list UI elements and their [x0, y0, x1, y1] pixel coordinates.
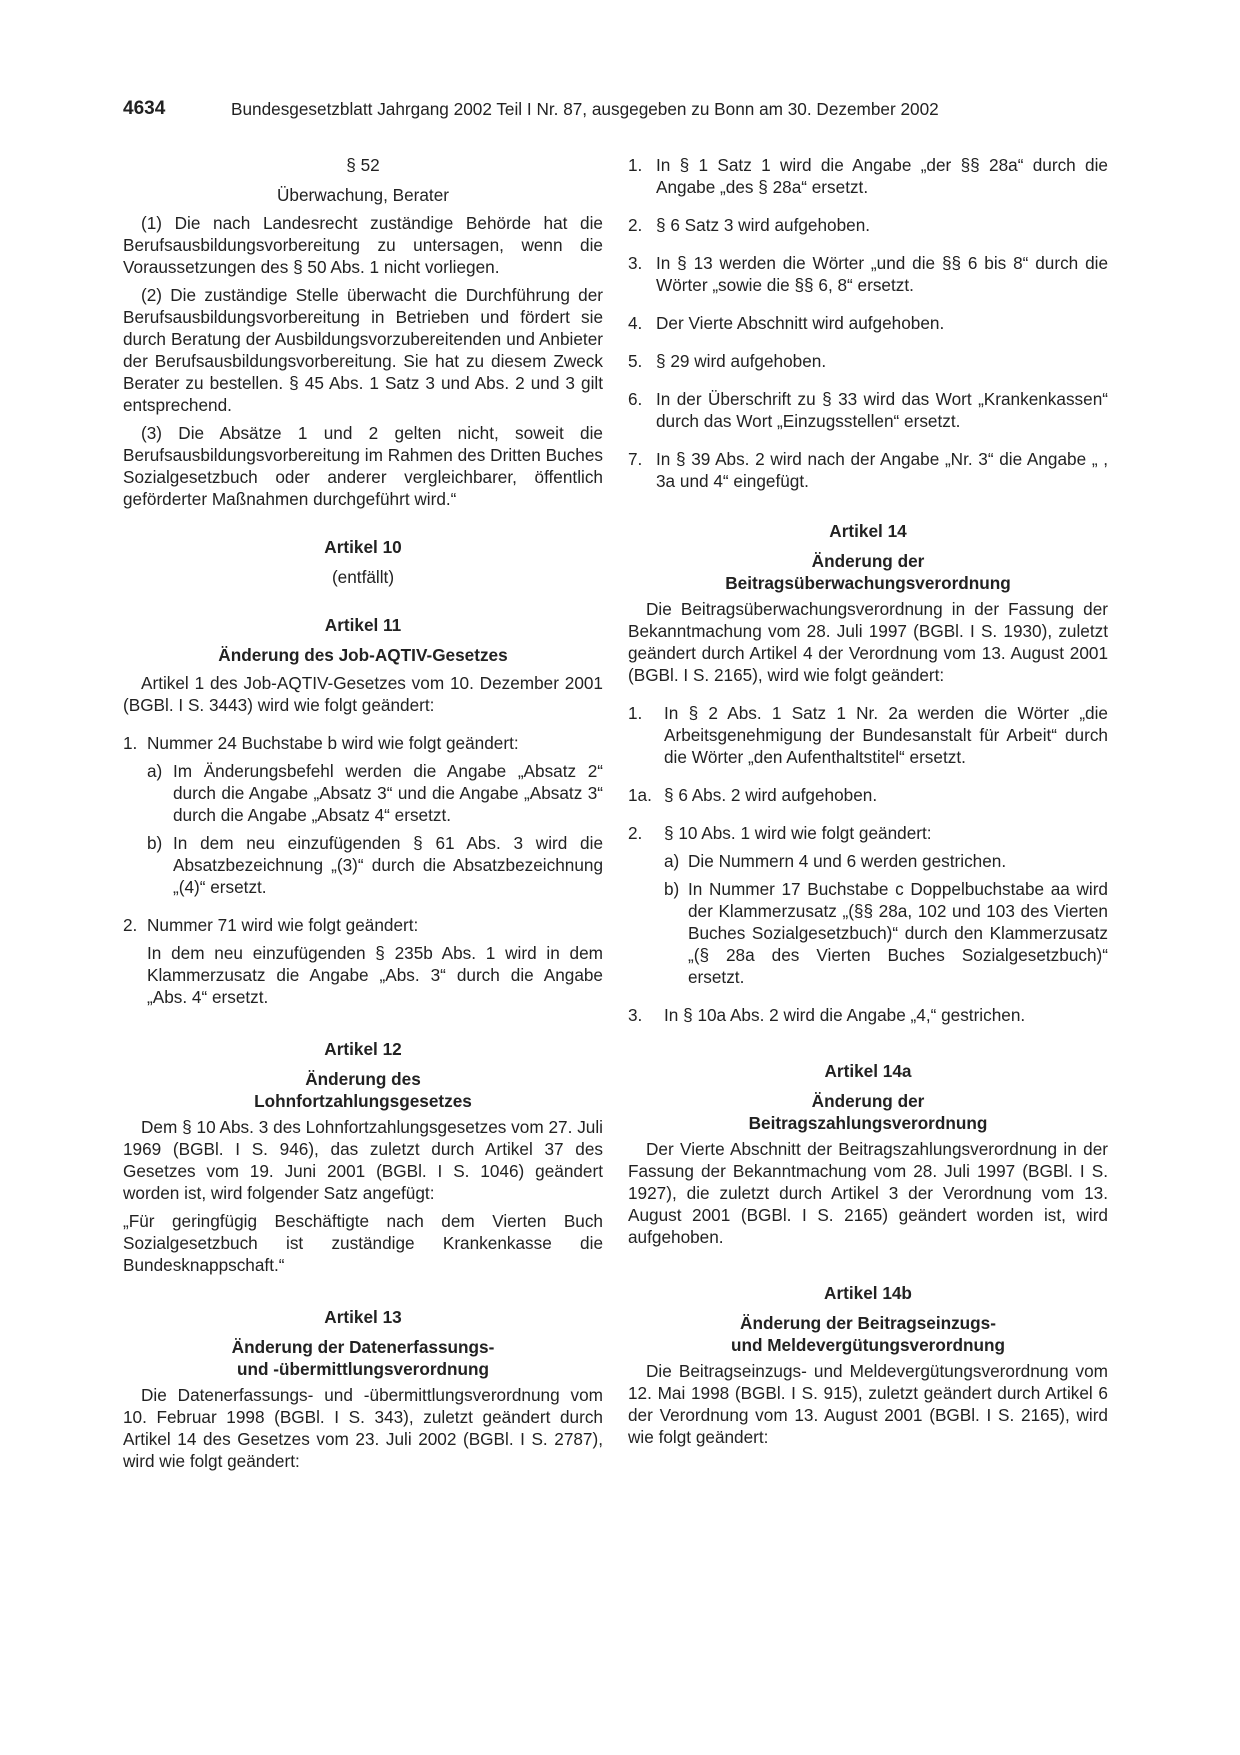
article-title: Artikel 12: [324, 1039, 402, 1059]
header-title: Bundesgesetzblatt Jahrgang 2002 Teil I Nr. 87, ausgegeben zu Bonn am 30. Dezember 2002: [231, 99, 939, 119]
list-letter: b): [664, 879, 680, 899]
paragraph: (3) Die Absätze 1 und 2 gelten nicht, soweit die Berufsausbildungsvorbereitung im Rahmen des Dritten Buches Sozialgesetzbuch oder anderer vergleichbarer, öffentlich geförderter Maßnahmen durchgeführt wird.“: [123, 423, 603, 509]
list-number: 5.: [628, 351, 643, 371]
list-text: § 29 wird aufgehoben.: [656, 351, 827, 371]
article-subtitle: Änderung der Datenerfassungs-: [231, 1337, 495, 1357]
section-heading: § 52: [346, 155, 380, 175]
list-text: In § 39 Abs. 2 wird nach der Angabe „Nr. 3“ die Angabe „ , 3a und 4“ eingefügt.: [656, 449, 1108, 491]
left-column: [123, 154, 603, 1472]
list-text: Der Vierte Abschnitt wird aufgehoben.: [656, 313, 945, 333]
list-text: § 10 Abs. 1 wird wie folgt geändert:: [664, 823, 932, 843]
right-column: [628, 154, 1108, 1448]
list-letter: a): [147, 761, 163, 781]
list-number: 3.: [628, 253, 643, 273]
paragraph: Der Vierte Abschnitt der Beitragszahlungsverordnung in der Fassung der Bekanntmachung vom 28. Juli 1997 (BGBl. I S. 1927), die zuletzt durch Artikel 3 der Verordnung vom 13. August 2001 (BGBl. I S. 2165) geändert worden ist, wird aufgehoben.: [628, 1139, 1108, 1247]
list-text: In der Überschrift zu § 33 wird das Wort „Krankenkassen“ durch das Wort „Einzugsstellen“ ersetzt.: [656, 389, 1108, 431]
list-number: 1.: [628, 155, 643, 175]
list-number: 1.: [628, 703, 643, 723]
list-text: Die Nummern 4 und 6 werden gestrichen.: [688, 851, 1007, 871]
article-subtitle: und -übermittlungsverordnung: [236, 1359, 490, 1379]
list-item: [628, 388, 1108, 432]
article-subtitle: Lohnfortzahlungsgesetzes: [254, 1091, 472, 1111]
list-number: 2.: [628, 215, 643, 235]
paragraph: Dem § 10 Abs. 3 des Lohnfortzahlungsgesetzes vom 27. Juli 1969 (BGBl. I S. 946), das zuletzt durch Artikel 37 des Gesetzes vom 19. Juni 2001 (BGBl. I S. 1046) geändert worden ist, wird folgender Satz angefügt:: [123, 1117, 603, 1203]
article-subtitle: Änderung des: [305, 1069, 421, 1089]
list-number: 2.: [123, 915, 138, 935]
article-subtitle: Änderung des Job-AQTIV-Gesetzes: [218, 645, 508, 665]
article-subtitle: und Meldevergütungsverordnung: [730, 1335, 1006, 1355]
list-number: 1.: [123, 733, 138, 753]
article-title: Artikel 13: [324, 1307, 402, 1327]
paragraph: Die Datenerfassungs- und -übermittlungsverordnung vom 10. Februar 1998 (BGBl. I S. 343), zuletzt geändert durch Artikel 14 des Gesetzes vom 23. Juli 2002 (BGBl. I S. 2787), wird wie folgt geändert:: [123, 1385, 603, 1471]
list-item: [628, 154, 1108, 198]
list-number: 1a.: [628, 785, 652, 805]
article-title: Artikel 14a: [824, 1061, 912, 1081]
article-subtitle: Änderung der: [811, 551, 925, 571]
list-text: In § 1 Satz 1 wird die Angabe „der §§ 28a“ durch die Angabe „des § 28a“ ersetzt.: [656, 155, 1108, 197]
article-title: Artikel 11: [324, 615, 402, 635]
list-item: [628, 252, 1108, 296]
paragraph: „Für geringfügig Beschäftigte nach dem Vierten Buch Sozialgesetzbuch ist zuständige Krankenkasse die Bundesknappschaft.“: [123, 1211, 603, 1275]
article-subtitle: Änderung der Beitragseinzugs-: [740, 1313, 996, 1333]
list-item: [628, 850, 1108, 872]
page-header: [123, 98, 1123, 124]
paragraph: Die Beitragseinzugs- und Meldevergütungsverordnung vom 12. Mai 1998 (BGBl. I S. 915), zuletzt geändert durch Artikel 6 der Verordnung vom 13. August 2001 (BGBl. I S. 2165), wird wie folgt geändert:: [628, 1361, 1108, 1447]
list-item: [628, 878, 1108, 988]
list-text: Nummer 24 Buchstabe b wird wie folgt geändert:: [147, 733, 519, 753]
list-item: [628, 702, 1108, 768]
article-subtitle: Änderung der: [811, 1091, 925, 1111]
list-item: [628, 784, 1108, 806]
list-item: [628, 822, 1108, 844]
list-number: 6.: [628, 389, 643, 409]
list-number: 3.: [628, 1005, 643, 1025]
list-item: [628, 1004, 1108, 1026]
list-letter: b): [147, 833, 163, 853]
list-text: § 6 Satz 3 wird aufgehoben.: [656, 215, 871, 235]
list-item: [628, 214, 1108, 236]
article-subtitle: (entfällt): [331, 567, 395, 587]
paragraph: Die Beitragsüberwachungsverordnung in der Fassung der Bekanntmachung vom 28. Juli 1997 (BGBl. I S. 1930), zuletzt geändert durch Artikel 4 der Verordnung vom 13. August 2001 (BGBl. I S. 2165), wird wie folgt geändert:: [628, 599, 1108, 685]
paragraph: In dem neu einzufügenden § 235b Abs. 1 wird in dem Klammerzusatz die Angabe „Abs. 3“ durch die Angabe „Abs. 4“ ersetzt.: [147, 943, 603, 1007]
list-item: [123, 914, 603, 936]
section-subheading: Überwachung, Berater: [277, 185, 449, 205]
list-number: 7.: [628, 449, 643, 469]
list-letter: a): [664, 851, 680, 871]
list-text: In § 10a Abs. 2 wird die Angabe „4,“ gestrichen.: [664, 1005, 1026, 1025]
list-text: In § 2 Abs. 1 Satz 1 Nr. 2a werden die Wörter „die Arbeitsgenehmigung der Bundesanstalt für Arbeit“ durch die Wörter „den Aufenthaltstitel“ ersetzt.: [664, 703, 1108, 767]
paragraph: (2) Die zuständige Stelle überwacht die Durchführung der Berufsausbildungsvorbereitung in Betrieben und fördert sie durch Beratung der Ausbildungsvorzubereitenden und Anbieter der Berufsausbildungsvorbereitung. Sie hat zu diesem Zweck Berater zu bestellen. § 45 Abs. 1 Satz 3 und Abs. 2 und 3 gilt entsprechend.: [123, 285, 603, 415]
list-item: [123, 732, 603, 754]
list-text: Nummer 71 wird wie folgt geändert:: [147, 915, 419, 935]
list-number: 4.: [628, 313, 643, 333]
paragraph: (1) Die nach Landesrecht zuständige Behörde hat die Berufsausbildungsvorbereitung zu untersagen, wenn die Voraussetzungen des § 50 Abs. 1 nicht vorliegen.: [123, 213, 603, 277]
article-subtitle: Beitragszahlungsverordnung: [748, 1113, 988, 1133]
list-item: [628, 312, 1108, 334]
article-title: Artikel 14: [829, 521, 907, 541]
paragraph: Artikel 1 des Job-AQTIV-Gesetzes vom 10. Dezember 2001 (BGBl. I S. 3443) wird wie folgt geändert:: [123, 673, 603, 715]
list-item: [123, 760, 603, 826]
list-item: [628, 350, 1108, 372]
list-text: In § 13 werden die Wörter „und die §§ 6 bis 8“ durch die Wörter „sowie die §§ 6, 8“ ersetzt.: [656, 253, 1108, 295]
article-subtitle: Beitragsüberwachungsverordnung: [725, 573, 1011, 593]
list-number: 2.: [628, 823, 643, 843]
article-title: Artikel 10: [324, 537, 402, 557]
list-text: § 6 Abs. 2 wird aufgehoben.: [664, 785, 878, 805]
list-text: In dem neu einzufügenden § 61 Abs. 3 wird die Absatzbezeichnung „(3)“ durch die Absatzbezeichnung „(4)“ ersetzt.: [173, 833, 603, 897]
list-item: [123, 832, 603, 898]
list-item: [628, 448, 1108, 492]
list-text: Im Änderungsbefehl werden die Angabe „Absatz 2“ durch die Angabe „Absatz 3“ und die Angabe „Absatz 3“ durch die Angabe „Absatz 4“ ersetzt.: [173, 761, 603, 825]
list-text: In Nummer 17 Buchstabe c Doppelbuchstabe aa wird der Klammerzusatz „(§§ 28a, 102 und 103 des Vierten Buches Sozialgesetzbuch)“ durch den Klammerzusatz „(§ 28a des Vierten Buches Sozialgesetzbuch)“ ersetzt.: [688, 879, 1108, 987]
article-title: Artikel 14b: [824, 1283, 912, 1303]
page-number: 4634: [123, 98, 166, 119]
